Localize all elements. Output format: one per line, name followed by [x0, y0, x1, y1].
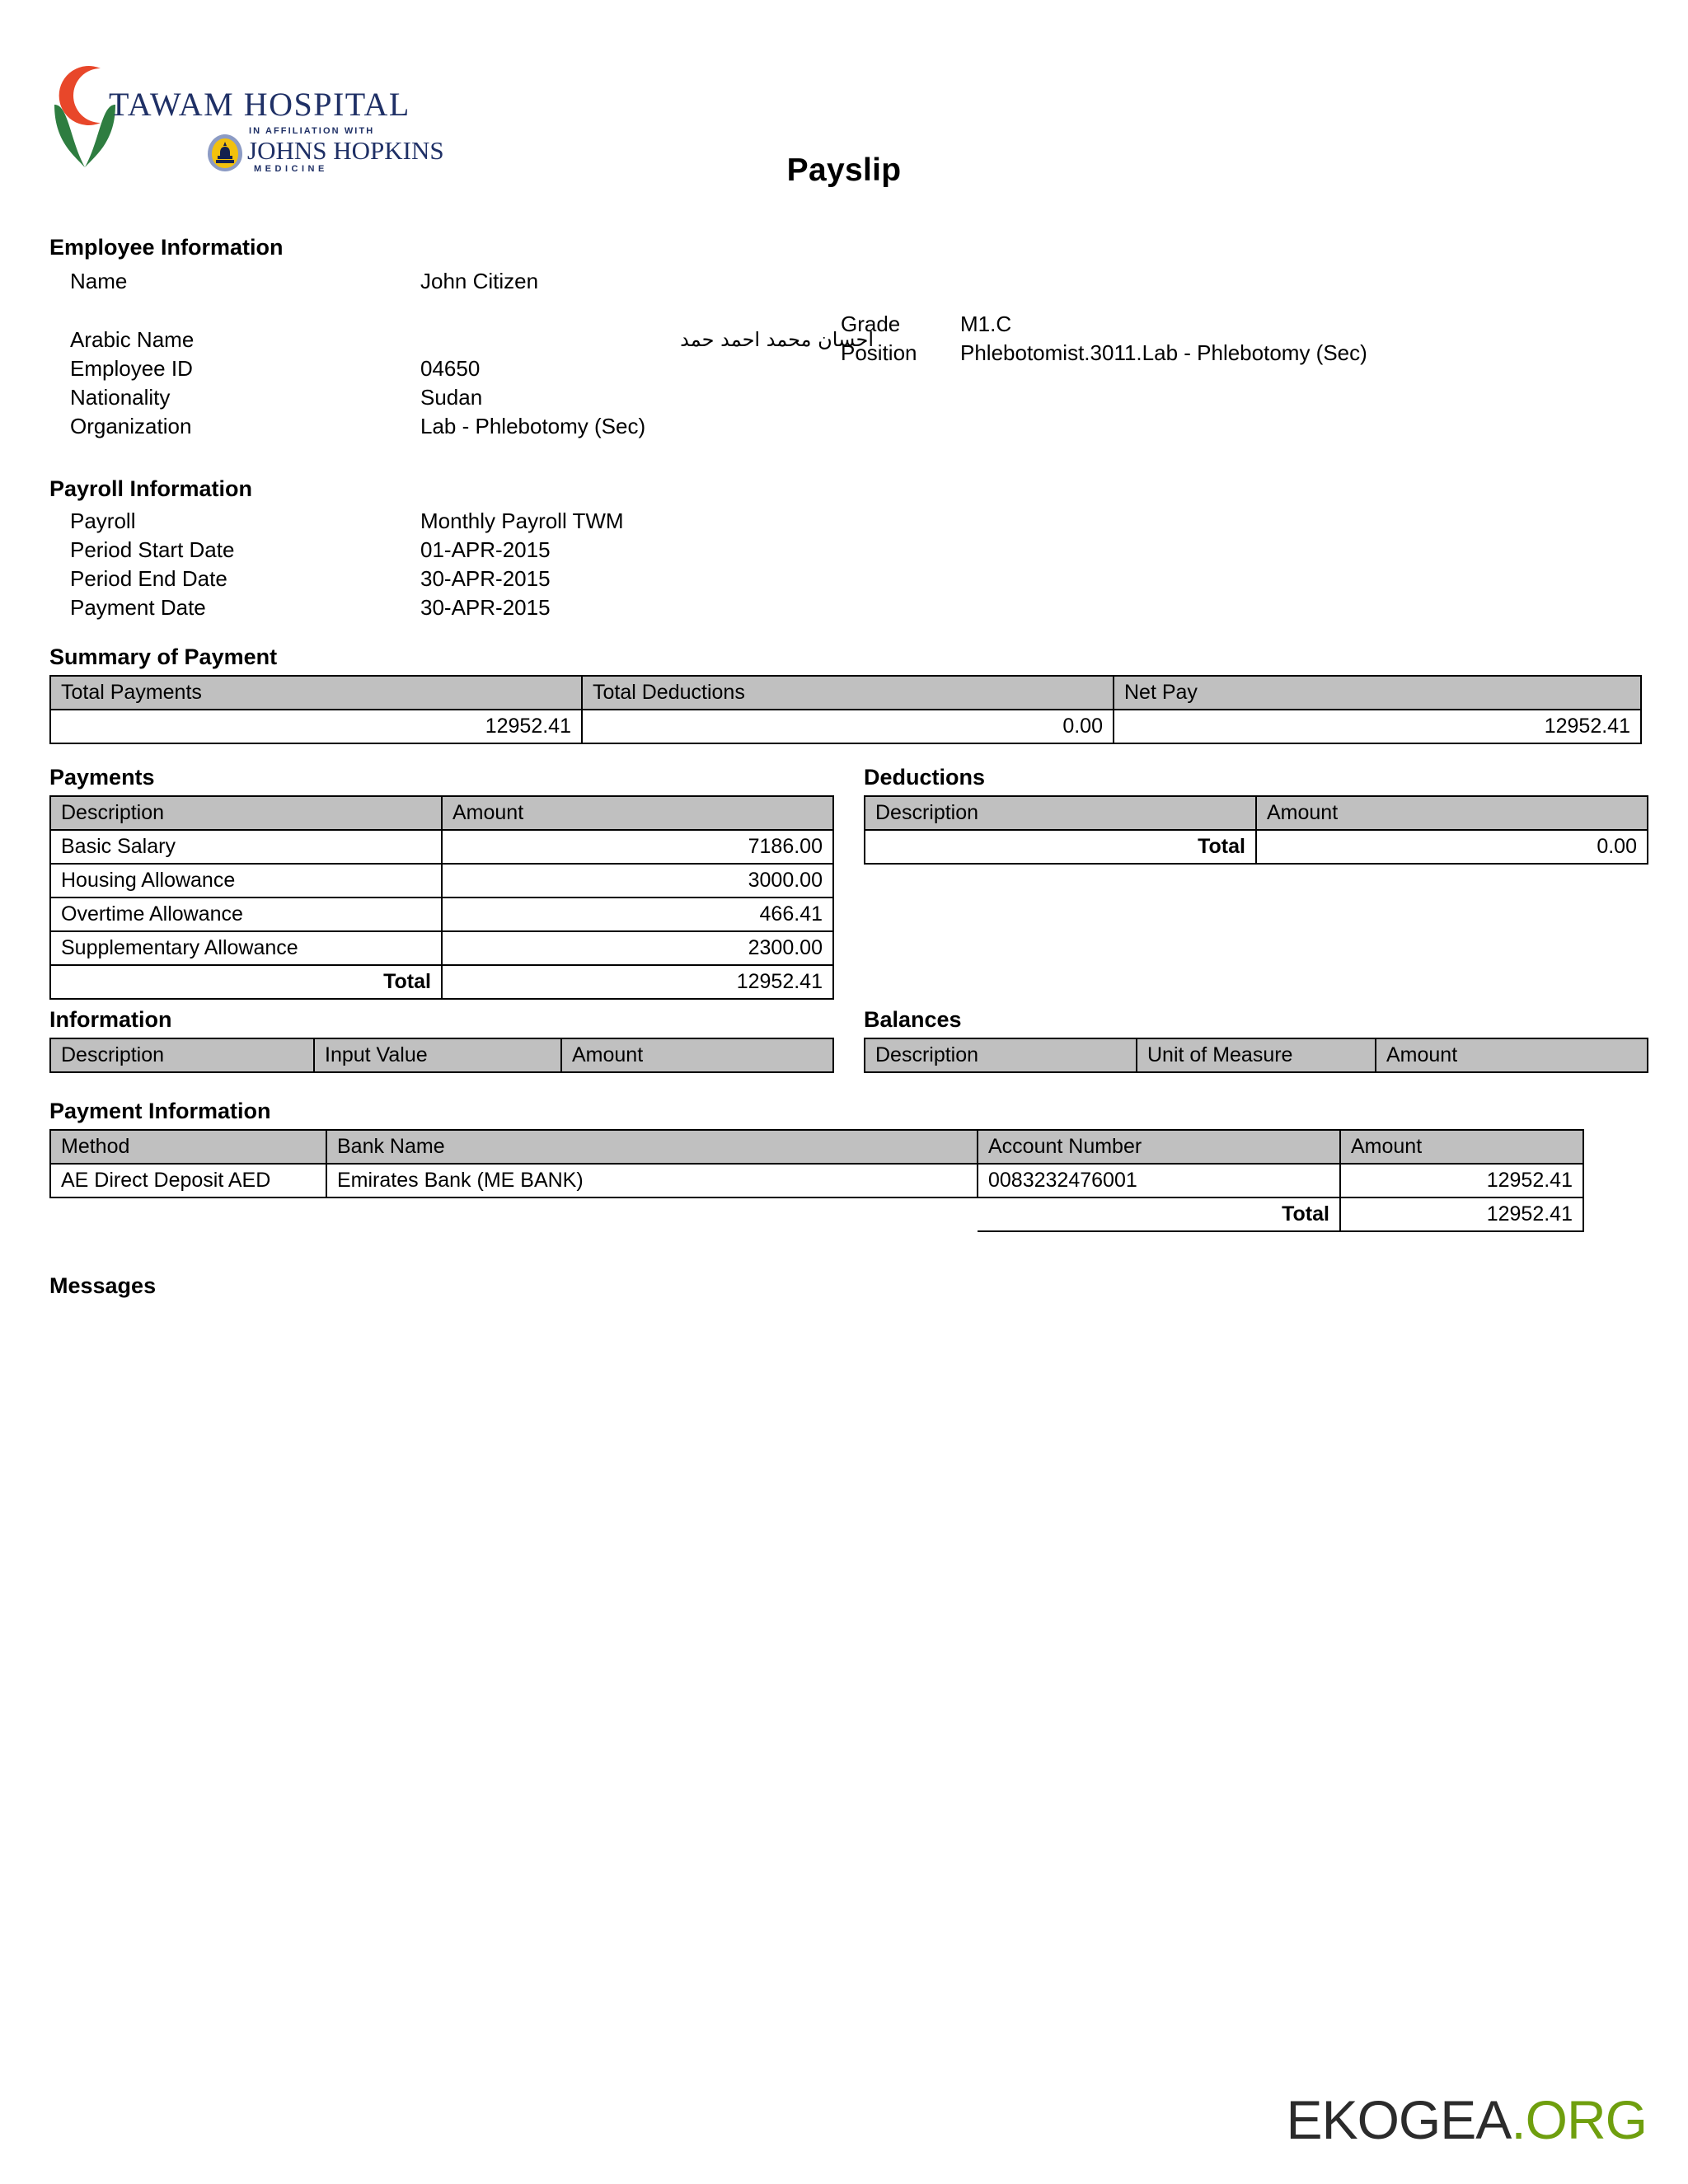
total-amount: 12952.41 [442, 965, 833, 999]
payroll-field-period-start-date [49, 536, 874, 565]
table-row [50, 931, 833, 965]
spacer-cell [326, 1197, 978, 1231]
deductions-table [864, 795, 1648, 865]
table-header-row [50, 796, 833, 830]
column-header-amount: Amount [442, 796, 833, 830]
cell-description: Basic Salary [50, 830, 442, 864]
cell-amount: 7186.00 [442, 830, 833, 864]
cell-amount: 2300.00 [442, 931, 833, 965]
table-total-row [50, 965, 833, 999]
table-header-row [50, 1038, 833, 1072]
employee-field-name [49, 267, 874, 296]
cell-description: Supplementary Allowance [50, 931, 442, 965]
payments-section [49, 765, 832, 1000]
field-value: Monthly Payroll TWM [420, 509, 624, 533]
spacer-cell [50, 1197, 326, 1231]
watermark-primary-text: EKOGEA [1286, 2089, 1512, 2150]
affiliation-label: IN AFFILIATION WITH [249, 126, 375, 136]
column-header-method: Method [50, 1130, 326, 1164]
column-header-description: Description [865, 1038, 1137, 1072]
messages-body [49, 1305, 1582, 1338]
field-value: 30-APR-2015 [420, 595, 551, 620]
field-value: 04650 [420, 356, 481, 381]
information-section [49, 1007, 832, 1073]
cell-description: Housing Allowance [50, 864, 442, 898]
column-header-description: Description [865, 796, 1256, 830]
cell-amount: 466.41 [442, 898, 833, 931]
table-row [50, 898, 833, 931]
payroll-information-heading: Payroll Information [49, 476, 253, 501]
payment-information-section [49, 1099, 1582, 1232]
field-label: Period End Date [70, 566, 227, 591]
employee-field-organization [49, 412, 874, 441]
messages-section [49, 1273, 1582, 1338]
field-value: Phlebotomist.3011.Lab - Phlebotomy (Sec) [960, 340, 1367, 365]
column-header-account-number: Account Number [978, 1130, 1340, 1164]
payment-information-heading: Payment Information [49, 1099, 271, 1123]
field-value: 01-APR-2015 [420, 537, 551, 562]
table-header-row [50, 1130, 1583, 1164]
employee-information-section [49, 235, 1640, 438]
column-header-amount: Amount [1256, 796, 1648, 830]
field-value: احسان محمد احمد حمد [680, 328, 874, 351]
deductions-heading: Deductions [864, 765, 986, 790]
total-label: Total [978, 1197, 1340, 1231]
johns-hopkins-name-text: JOHNS HOPKINS [247, 136, 444, 165]
table-row [50, 710, 1641, 743]
field-value: John Citizen [420, 269, 539, 293]
value-net-pay: 12952.41 [1114, 710, 1641, 743]
cell-method: AE Direct Deposit AED [50, 1164, 326, 1197]
summary-of-payment-table [49, 675, 1642, 744]
column-header-unit-of-measure: Unit of Measure [1137, 1038, 1376, 1072]
column-header-amount: Amount [561, 1038, 833, 1072]
ekogea-watermark [1287, 2088, 1647, 2151]
table-row [50, 830, 833, 864]
field-label: Position [841, 340, 917, 365]
cell-amount: 12952.41 [1340, 1164, 1583, 1197]
page-title: Payslip [786, 152, 902, 188]
field-label: Arabic Name [70, 327, 195, 352]
field-value: Sudan [420, 385, 483, 410]
table-header-row [865, 796, 1648, 830]
balances-heading: Balances [864, 1007, 962, 1032]
total-label: Total [50, 965, 442, 999]
watermark-suffix-text: .ORG [1511, 2089, 1647, 2150]
balances-section [864, 1007, 1647, 1073]
payroll-field-period-end-date [49, 565, 874, 593]
field-value: 30-APR-2015 [420, 566, 551, 591]
total-label: Total [865, 830, 1256, 864]
total-amount: 0.00 [1256, 830, 1648, 864]
employee-field-nationality [49, 383, 874, 412]
table-row [50, 1164, 1583, 1197]
field-label: Payment Date [70, 595, 206, 620]
field-label: Period Start Date [70, 537, 235, 562]
column-header-amount: Amount [1340, 1130, 1583, 1164]
employee-field-arabic-name [49, 326, 874, 354]
payroll-field-payment-date [49, 593, 874, 622]
value-total-payments: 12952.41 [50, 710, 582, 743]
column-header-bank-name: Bank Name [326, 1130, 978, 1164]
cell-amount: 3000.00 [442, 864, 833, 898]
hospital-name-text: TAWAM HOSPITAL [109, 86, 410, 123]
payments-heading: Payments [49, 765, 155, 790]
column-header-input-value: Input Value [314, 1038, 561, 1072]
field-value: M1.C [960, 312, 1012, 336]
table-row [50, 864, 833, 898]
total-amount: 12952.41 [1340, 1197, 1583, 1231]
field-value: Lab - Phlebotomy (Sec) [420, 414, 646, 438]
information-table [49, 1038, 834, 1073]
column-header-amount: Amount [1376, 1038, 1648, 1072]
column-header-total-payments: Total Payments [50, 676, 582, 710]
field-label: Name [70, 269, 128, 293]
value-total-deductions: 0.00 [582, 710, 1114, 743]
johns-hopkins-medicine-text: MEDICINE [254, 164, 328, 174]
balances-table [864, 1038, 1648, 1073]
cell-description: Overtime Allowance [50, 898, 442, 931]
document-header [0, 0, 1688, 188]
payment-information-table [49, 1129, 1584, 1232]
employee-right-fields [841, 310, 1648, 368]
column-header-description: Description [50, 1038, 314, 1072]
employee-information-heading: Employee Information [49, 235, 284, 260]
summary-of-payment-heading: Summary of Payment [49, 644, 278, 669]
payroll-field-payroll [49, 507, 874, 536]
payroll-information-section [49, 476, 874, 622]
information-heading: Information [49, 1007, 172, 1032]
column-header-net-pay: Net Pay [1114, 676, 1641, 710]
table-header-row [50, 676, 1641, 710]
table-total-row [865, 830, 1648, 864]
field-label: Grade [841, 312, 901, 336]
column-header-total-deductions: Total Deductions [582, 676, 1114, 710]
field-label: Employee ID [70, 356, 193, 381]
deductions-section [864, 765, 1647, 865]
table-header-row [865, 1038, 1648, 1072]
column-header-description: Description [50, 796, 442, 830]
cell-bank-name: Emirates Bank (ME BANK) [326, 1164, 978, 1197]
field-label: Payroll [70, 509, 136, 533]
messages-heading: Messages [49, 1273, 157, 1298]
employee-field-grade [841, 310, 1648, 339]
employee-field-employee-id [49, 354, 874, 383]
payments-table [49, 795, 834, 1000]
employee-fields [49, 267, 874, 441]
table-total-row [50, 1197, 1583, 1231]
field-label: Nationality [70, 385, 171, 410]
field-label: Organization [70, 414, 192, 438]
employee-field-position [841, 339, 1648, 368]
summary-of-payment-section [49, 644, 1640, 744]
cell-account-number: 0083232476001 [978, 1164, 1340, 1197]
